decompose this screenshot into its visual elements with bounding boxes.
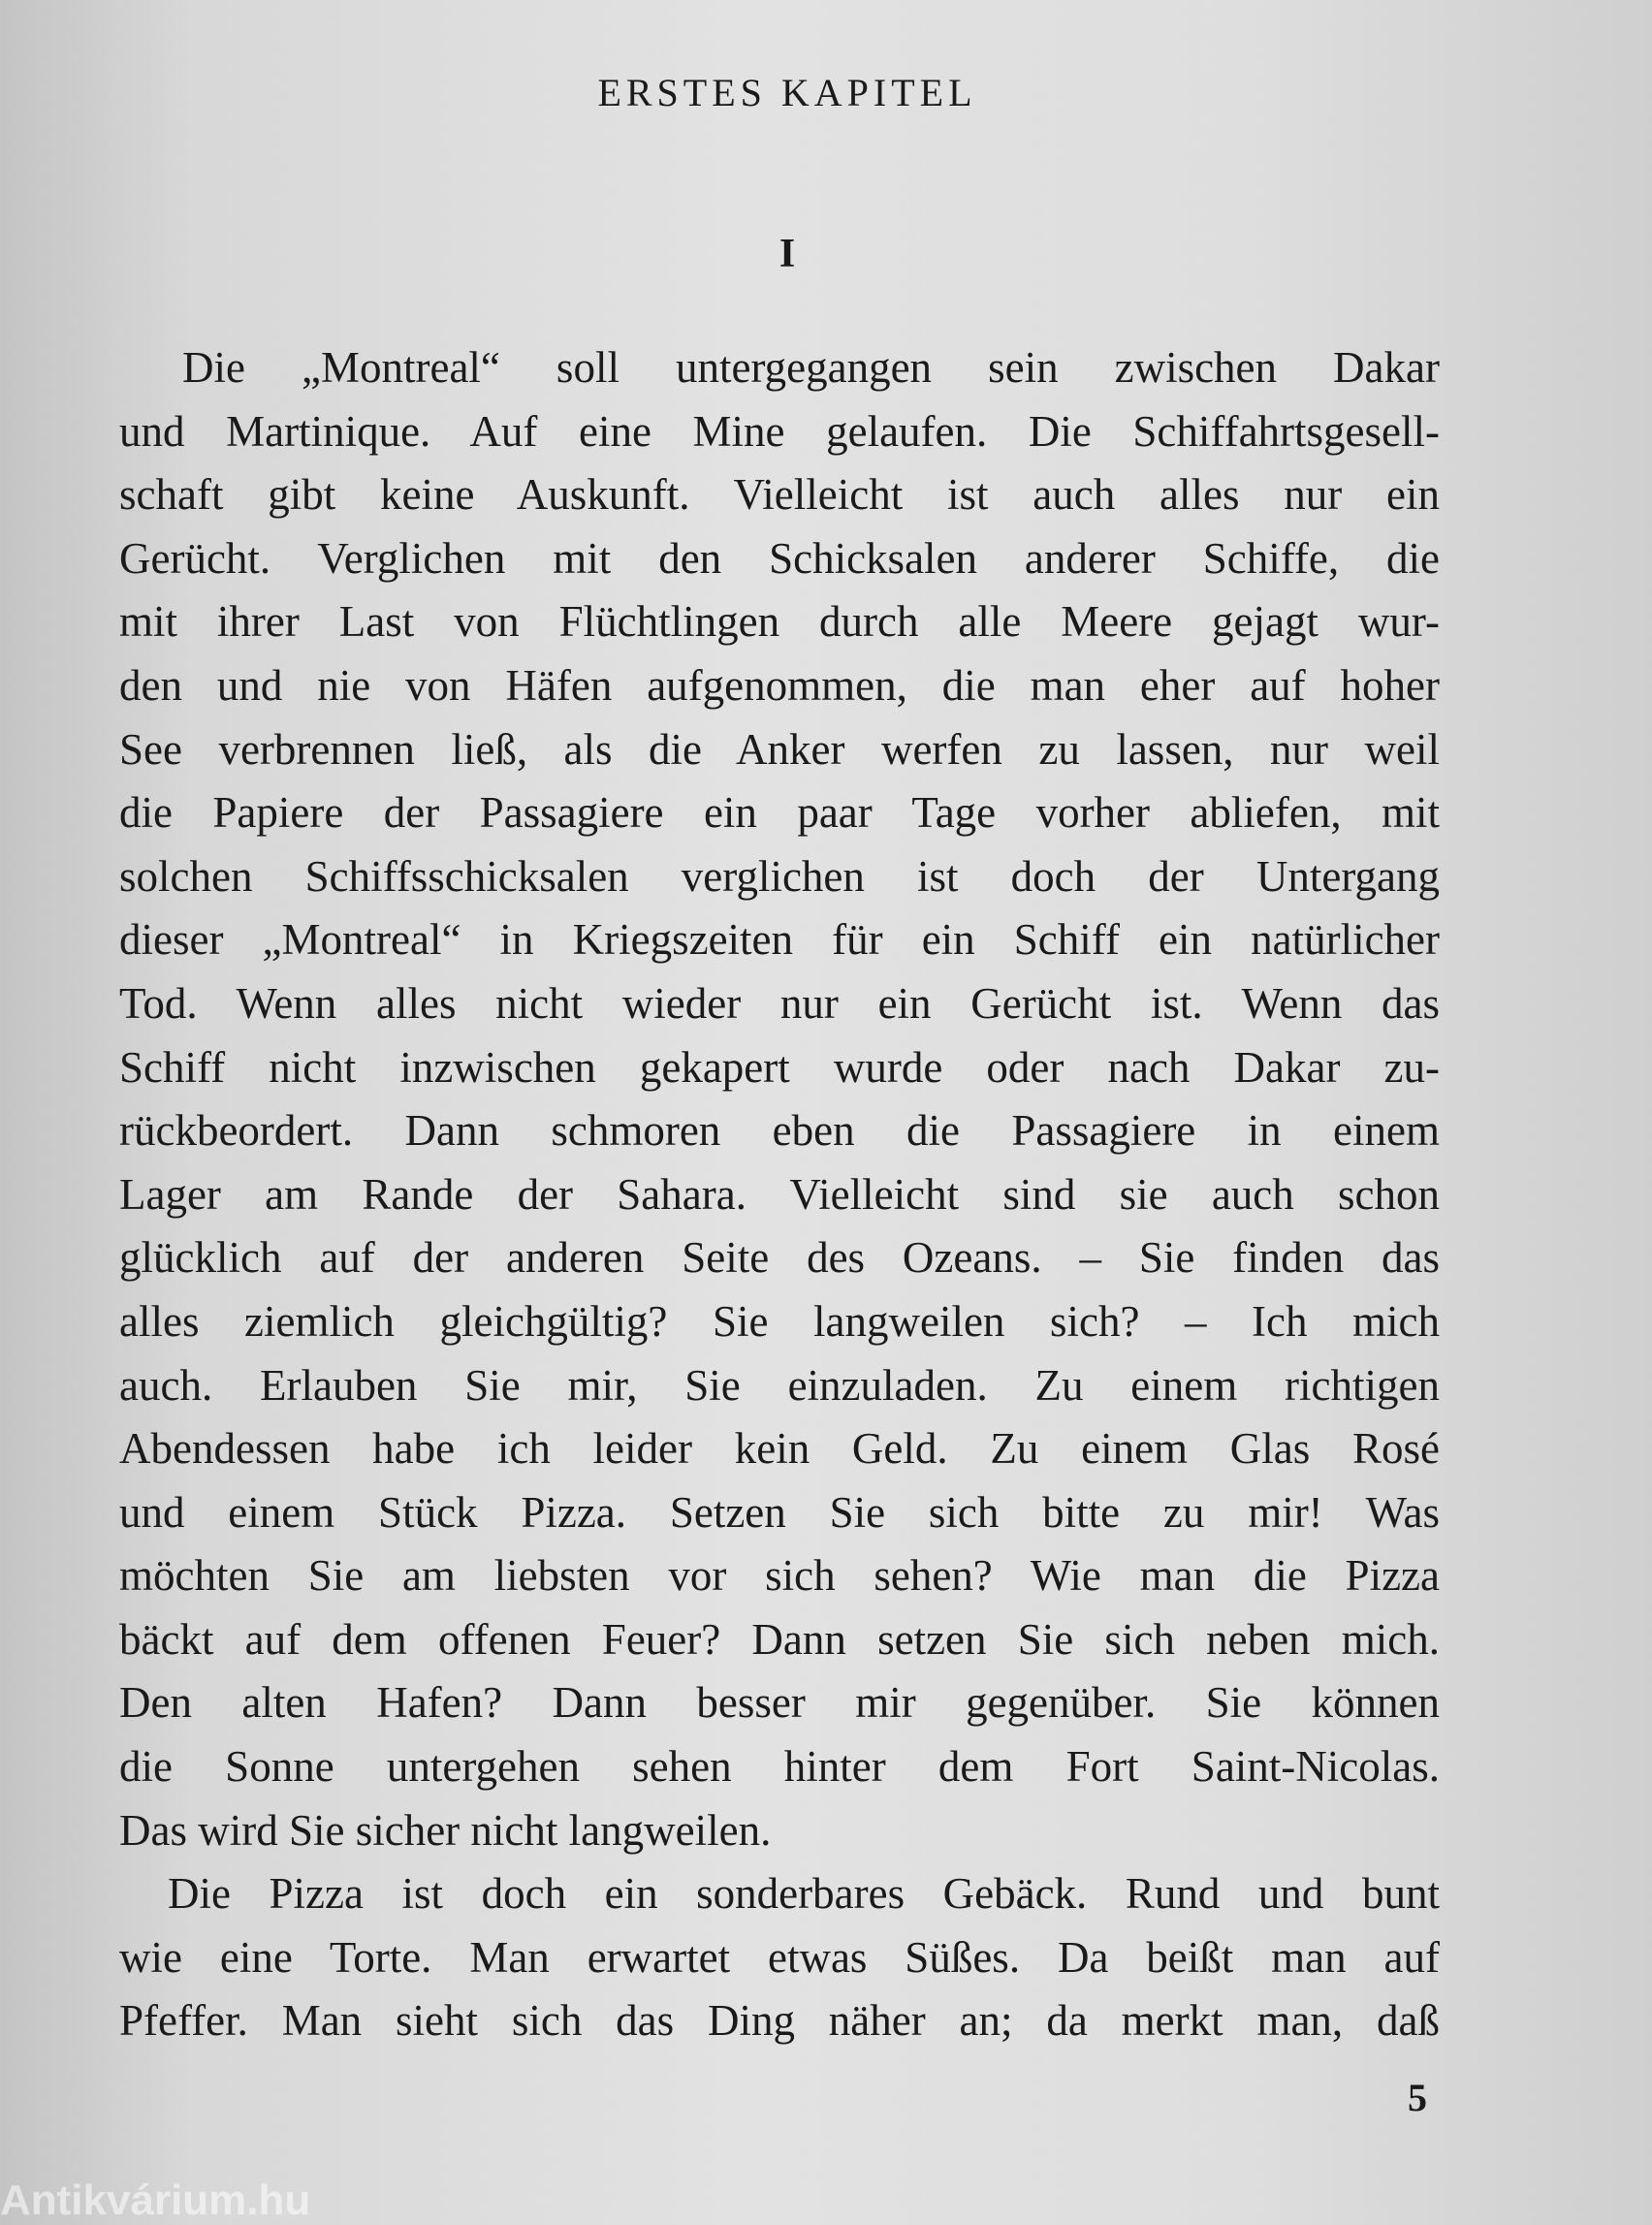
text-line: mit ihrer Last von Flüchtlingen durch alle Meere gejagt wur- <box>119 597 1440 647</box>
text-line: alles ziemlich gleichgültig? Sie langweilen sich? – Ich mich <box>119 1296 1440 1346</box>
text-line: die Sonne untergehen sehen hinter dem Fort Saint-Nicolas. <box>119 1742 1440 1792</box>
text-line: See verbrennen ließ, als die Anker werfen zu lassen, nur weil <box>119 724 1440 774</box>
text-line: solchen Schiffsschicksalen verglichen ist doch der Untergang <box>119 851 1440 901</box>
section-number: I <box>778 232 796 276</box>
text-line: auch. Erlauben Sie mir, Sie einzuladen. Zu einem richtigen <box>119 1360 1440 1410</box>
text-line: rückbeordert. Dann schmoren eben die Passagiere in einem <box>119 1106 1440 1156</box>
text-line: Die „Montreal“ soll untergegangen sein zwischen Dakar <box>182 343 1440 392</box>
text-line: Lager am Rande der Sahara. Vielleicht sind sie auch schon <box>119 1169 1440 1219</box>
text-line: Schiff nicht inzwischen gekapert wurde oder nach Dakar zu- <box>119 1042 1440 1092</box>
text-line: bäckt auf dem offenen Feuer? Dann setzen Sie sich neben mich. <box>119 1614 1440 1664</box>
text-line: Das wird Sie sicher nicht langweilen. <box>119 1805 772 1855</box>
text-line: die Papiere der Passagiere ein paar Tage vorher abliefen, mit <box>119 788 1440 838</box>
text-line: und einem Stück Pizza. Setzen Sie sich bitte zu mir! Was <box>119 1487 1440 1537</box>
watermark: Antikvárium.hu <box>0 2177 311 2224</box>
page-number: 5 <box>1408 2076 1427 2119</box>
text-line: Den alten Hafen? Dann besser mir gegenüber. Sie können <box>119 1678 1440 1728</box>
text-line: Die Pizza ist doch ein sonderbares Gebäck. Rund und bunt <box>168 1869 1440 1919</box>
text-line: Pfeffer. Man sieht sich das Ding näher an; da merkt man, daß <box>119 1996 1440 2046</box>
body-text <box>119 336 1440 2053</box>
chapter-heading: ERSTES KAPITEL <box>597 71 977 114</box>
text-line: wie eine Torte. Man erwartet etwas Süßes. Da beißt man auf <box>119 1932 1440 1982</box>
text-line: glücklich auf der anderen Seite des Ozeans. – Sie finden das <box>119 1233 1440 1283</box>
text-line: Abendessen habe ich leider kein Geld. Zu einem Glas Rosé <box>119 1424 1440 1474</box>
text-line: den und nie von Häfen aufgenommen, die man eher auf hoher <box>119 660 1440 710</box>
text-line: und Martinique. Auf eine Mine gelaufen. Die Schiffahrtsgesell- <box>119 406 1440 456</box>
text-line: Gerücht. Verglichen mit den Schicksalen anderer Schiffe, die <box>119 533 1440 583</box>
text-line: Tod. Wenn alles nicht wieder nur ein Gerücht ist. Wenn das <box>119 978 1440 1028</box>
text-line: möchten Sie am liebsten vor sich sehen? Wie man die Pizza <box>119 1551 1440 1601</box>
text-line: dieser „Montreal“ in Kriegszeiten für ein Schiff ein natürlicher <box>119 915 1440 965</box>
text-line: schaft gibt keine Auskunft. Vielleicht ist auch alles nur ein <box>119 470 1440 520</box>
